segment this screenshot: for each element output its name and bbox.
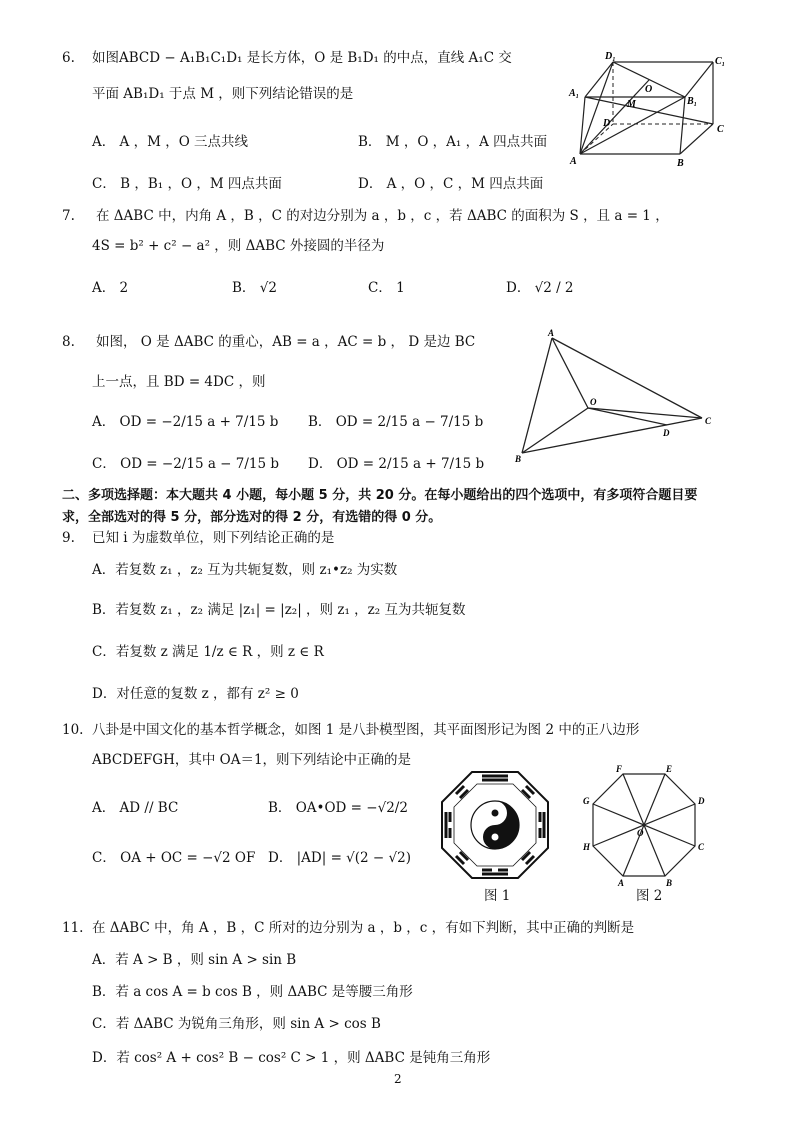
q7-stem-line1: 在 ΔABC 中，内角 A ，B ，C 的对边分别为 a ，b ，c ，若 ΔABC 的面积为 S ，且 a = 1 ， — [96, 208, 669, 224]
label-e: E — [666, 764, 673, 774]
label-g: G — [583, 796, 590, 806]
label-o: O — [645, 84, 653, 95]
q11-stem: 在 ΔABC 中，角 A ，B ，C 所对的边分别为 a ，b ，c ，有如下判断，其中正确的判断是 — [92, 920, 635, 936]
label-m: M — [627, 99, 636, 110]
label-b: B — [677, 158, 684, 169]
label-c: C — [717, 124, 724, 135]
q9-option-a: A．若复数 z₁ ，z₂ 互为共轭复数，则 z₁•z₂ 为实数 — [92, 562, 398, 578]
edge-b1-c1 — [685, 62, 713, 97]
label-b1: B₁ — [687, 96, 698, 107]
label-f: F — [616, 764, 623, 774]
q11-option-d: D．若 cos² A + cos² B − cos² C > 1 ，则 ΔABC 是钝角三角形 — [92, 1050, 491, 1066]
q7-option-c: C． 1 — [368, 280, 405, 296]
label-d: D — [698, 796, 705, 806]
side-b-c — [522, 418, 702, 453]
q6-number: 6. — [62, 50, 75, 66]
label-o: O — [590, 397, 597, 407]
q6-option-a: A． A ，M ，O 三点共线 — [92, 134, 249, 150]
q10-number: 10. — [62, 722, 84, 738]
label-a1: A₁ — [569, 88, 580, 99]
q8-triangle-figure — [510, 328, 720, 468]
q10-option-d: D． |AD| = √(2 − √2) — [268, 850, 411, 866]
octagon-figure — [580, 764, 710, 889]
page-number: 2 — [394, 1072, 402, 1086]
q8-stem-line1: 如图， O 是 ΔABC 的重心，AB = a ，AC = b ， D 是边 BC — [96, 334, 476, 350]
label-a: A — [570, 156, 577, 167]
segment-o-d — [588, 408, 667, 425]
label-d: D — [603, 118, 611, 129]
edge-b1-b — [680, 97, 685, 154]
segment-a-o — [552, 338, 588, 408]
q8-option-a: A． OD = −2/15 a + 7/15 b — [92, 414, 279, 430]
q8-stem-line2: 上一点，且 BD = 4DC ，则 — [92, 374, 266, 390]
label-o: O — [637, 828, 644, 838]
q6-option-b: B． M ，O ，A₁ ，A 四点共面 — [358, 134, 548, 150]
edge-a1-d1 — [585, 62, 613, 97]
line-a-d1 — [580, 62, 613, 154]
label-d: D — [663, 428, 670, 438]
q8-option-c: C． OD = −2/15 a − 7/15 b — [92, 456, 280, 472]
q9-stem: 已知 i 为虚数单位，则下列结论正确的是 — [92, 530, 335, 546]
edge-b-c — [680, 124, 713, 154]
q6-option-c: C． B ，B₁ ，O ，M 四点共面 — [92, 176, 282, 192]
label-c: C — [705, 416, 712, 426]
q7-option-d: D． √2 / 2 — [506, 280, 574, 296]
q11-option-b: B．若 a cos A = b cos B ，则 ΔABC 是等腰三角形 — [92, 984, 413, 1000]
label-d1: D₁ — [605, 51, 616, 62]
q9-option-d: D．对任意的复数 z ，都有 z² ≥ 0 — [92, 686, 299, 702]
q8-option-b: B． OD = 2/15 a − 7/15 b — [308, 414, 484, 430]
fig2-caption: 图 2 — [636, 888, 663, 904]
label-b: B — [515, 454, 522, 464]
fig1-caption: 图 1 — [484, 888, 511, 904]
label-c: C — [698, 842, 705, 852]
q10-option-b: B． OA•OD = −√2/2 — [268, 800, 408, 816]
label-h: H — [583, 842, 591, 852]
q10-option-c: C． OA + OC = −√2 OF — [92, 850, 256, 866]
q6-stem-line1: 如图ABCD − A₁B₁C₁D₁ 是长方体，O 是 B₁D₁ 的中点，直线 A₁C 交 — [92, 50, 512, 66]
label-a: A — [618, 878, 625, 888]
q6-cuboid-figure — [565, 52, 735, 172]
q11-number: 11. — [62, 920, 84, 936]
section2-heading-line1: 二、多项选择题：本大题共 4 小题，每小题 5 分，共 20 分。在每小题给出的四个选项中，有多项符合题目要 — [62, 488, 698, 503]
q7-option-b: B． √2 — [232, 280, 277, 296]
q6-stem-line2: 平面 AB₁D₁ 于点 M ，则下列结论错误的是 — [92, 86, 354, 102]
q10-stem-line1: 八卦是中国文化的基本哲学概念，如图 1 是八卦模型图，其平面图形记为图 2 中的正八边形 — [92, 722, 640, 738]
q11-option-c: C．若 ΔABC 为锐角三角形，则 sin A > cos B — [92, 1016, 381, 1032]
q8-option-d: D． OD = 2/15 a + 7/15 b — [308, 456, 485, 472]
q7-option-a: A． 2 — [92, 280, 129, 296]
q7-number: 7. — [62, 208, 75, 224]
q6-option-d: D． A ，O ，C ，M 四点共面 — [358, 176, 544, 192]
q9-option-b: B．若复数 z₁ ，z₂ 满足 |z₁| = |z₂| ，则 z₁ ，z₂ 互为共轭复数 — [92, 602, 466, 618]
q9-option-c: C．若复数 z 满足 1/z ∈ R ，则 z ∈ R — [92, 644, 324, 660]
q7-stem-line2: 4S = b² + c² − a² ，则 ΔABC 外接圆的半径为 — [92, 238, 385, 254]
bagua-figure — [440, 770, 550, 880]
q9-number: 9. — [62, 530, 75, 546]
q10-stem-line2: ABCDEFGH，其中 OA＝1，则下列结论中正确的是 — [92, 752, 412, 768]
label-b: B — [666, 878, 673, 888]
q8-number: 8. — [62, 334, 75, 350]
q10-option-a: A． AD // BC — [92, 800, 179, 816]
side-a-c — [552, 338, 702, 418]
q11-option-a: A．若 A > B ，则 sin A > sin B — [92, 952, 297, 968]
label-c1: C₁ — [715, 56, 726, 67]
label-a: A — [548, 328, 555, 338]
section2-heading-line2: 求，全部选对的得 5 分，部分选对的得 2 分，有选错的得 0 分。 — [62, 510, 442, 525]
